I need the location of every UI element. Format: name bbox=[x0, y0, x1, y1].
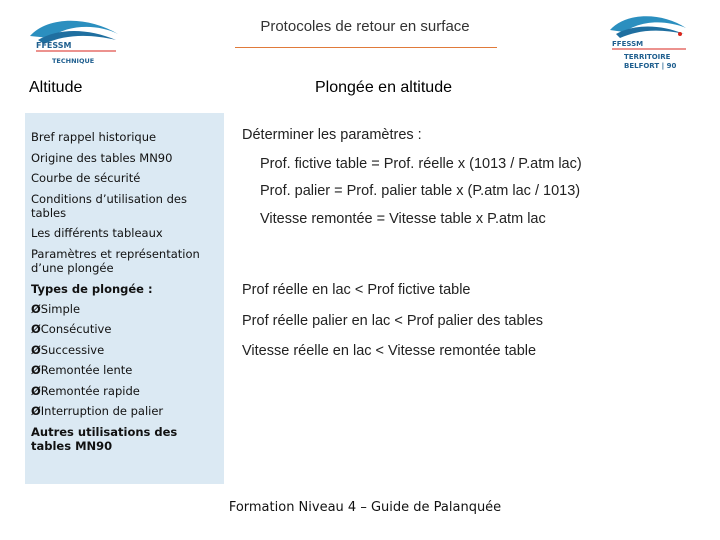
sidebar-item-types-plongee: Types de plongée : bbox=[31, 282, 153, 296]
sidebar-item-consecutive bbox=[31, 322, 221, 336]
title-underline bbox=[235, 47, 497, 48]
svg-text:TERRITOIRE: TERRITOIRE bbox=[624, 53, 671, 61]
sidebar-item-simple bbox=[31, 302, 221, 316]
comparison-vitesse: Vitesse réelle en lac < Vitesse remontée table bbox=[242, 343, 537, 359]
formula-prof-fictive: Prof. fictive table = Prof. réelle x (1013 / P.atm lac) bbox=[260, 156, 582, 172]
sidebar-item-remontee-lente bbox=[31, 363, 221, 377]
formula-vitesse-remontee: Vitesse remontée = Vitesse table x P.atm lac bbox=[260, 211, 546, 227]
sidebar-item-label: Remontée lente bbox=[40, 363, 133, 377]
sidebar-item-parametres: Paramètres et représentation d’une plongée bbox=[31, 247, 200, 275]
sidebar-item-label: Successive bbox=[40, 343, 105, 357]
sidebar-item-interruption-palier bbox=[31, 404, 221, 418]
sidebar-item-historique: Bref rappel historique bbox=[31, 130, 157, 144]
ffessm-technique-logo bbox=[28, 14, 123, 70]
svg-text:FFESSM: FFESSM bbox=[612, 40, 644, 48]
section-heading-left: Altitude bbox=[29, 79, 83, 96]
formula-prof-palier: Prof. palier = Prof. palier table x (P.atm lac / 1013) bbox=[260, 183, 581, 199]
page-title: Protocoles de retour en surface bbox=[260, 18, 470, 35]
sidebar-item-label: Remontée rapide bbox=[40, 384, 140, 398]
ffessm-territoire-logo bbox=[606, 12, 690, 76]
sidebar-item-remontee-rapide bbox=[31, 384, 221, 398]
comparison-prof-palier: Prof réelle palier en lac < Prof palier des tables bbox=[242, 313, 544, 329]
section-heading-right: Plongée en altitude bbox=[315, 79, 452, 96]
sidebar-item-courbe-securite: Courbe de sécurité bbox=[31, 171, 141, 185]
sidebar-item-conditions: Conditions d’utilisation des tables bbox=[31, 192, 187, 220]
sidebar-item-label: Consécutive bbox=[40, 322, 112, 336]
sidebar-item-label: Interruption de palier bbox=[40, 404, 164, 418]
svg-text:BELFORT | 90: BELFORT | 90 bbox=[624, 62, 677, 70]
sidebar-item-successive bbox=[31, 343, 221, 357]
sidebar-item-origine-tables: Origine des tables MN90 bbox=[31, 151, 173, 165]
wave-logo-icon bbox=[606, 12, 690, 76]
svg-text:FFESSM: FFESSM bbox=[36, 41, 72, 50]
page-footer: Formation Niveau 4 – Guide de Palanquée bbox=[228, 500, 502, 515]
svg-text:TECHNIQUE: TECHNIQUE bbox=[52, 57, 95, 65]
sidebar-item-tableaux: Les différents tableaux bbox=[31, 226, 163, 240]
sidebar-item-autres-utilisations: Autres utilisations des tables MN90 bbox=[31, 425, 178, 453]
comparison-prof-reelle: Prof réelle en lac < Prof fictive table bbox=[242, 282, 471, 298]
parameters-intro: Déterminer les paramètres : bbox=[242, 127, 422, 143]
wave-logo-icon bbox=[28, 14, 123, 70]
sidebar-item-label: Simple bbox=[40, 302, 81, 316]
